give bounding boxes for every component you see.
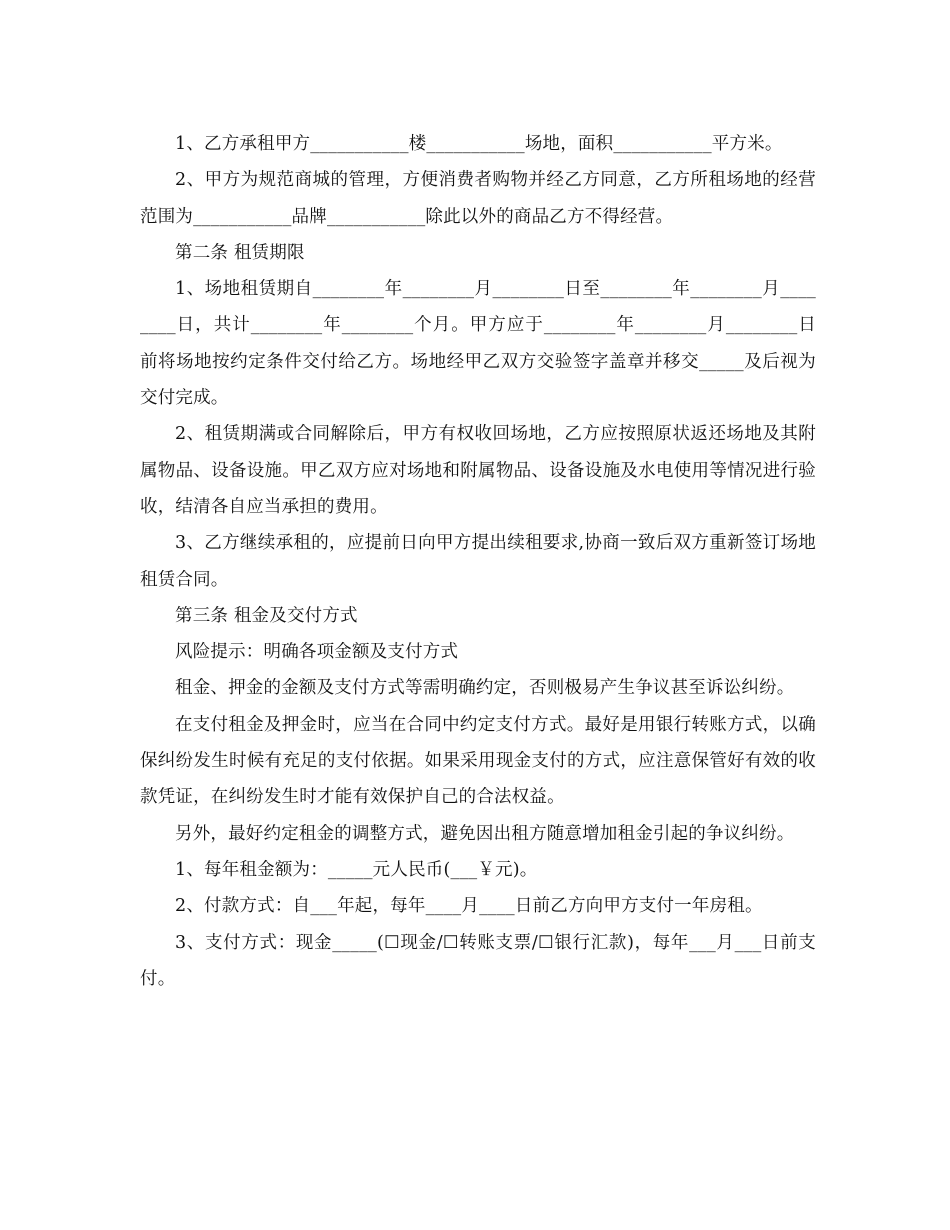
risk-notice: 风险提示：明确各项金额及支付方式 [175,642,459,663]
clause-lease-period: 1、场地租赁期自________年________月________日至________年________月________日，共计________年________个月。甲方应于________年________月________日前将场地按约定条件交付给乙方。场地经甲乙双方交验签字盖章并移交_____及后视为交付完成。 [140,279,816,409]
section-heading-lease-term: 第二条 租赁期限 [175,242,305,263]
clause-annual-rent: 1、每年租金额为：_____元人民币(___￥元)。 [175,859,538,880]
risk-paragraph-payment-method: 在支付租金及押金时，应当在合同中约定支付方式。最好是用银行转账方式，以确保纠纷发生时候有充足的支付依据。如果采用现金支付的方式，应注意保管好有效的收款凭证，在纠纷发生时才能有效保护自己的合法权益。 [140,714,816,808]
section-heading-rent-payment: 第三条 租金及交付方式 [175,605,358,626]
clause-payment-method: 3、支付方式：现金_____(☐现金/☐转账支票/☐银行汇款)，每年___月___日前支付。 [140,932,816,989]
risk-paragraph-adjustment: 另外，最好约定租金的调整方式，避免因出租方随意增加租金引起的争议纠纷。 [175,823,795,844]
clause-payment-schedule: 2、付款方式：自___年起，每年____月____日前乙方向甲方支付一年房租。 [175,896,763,917]
document-body [140,126,816,997]
clause-2-business-scope: 2、甲方为规范商城的管理，方便消费者购物并经乙方同意，乙方所租场地的经营范围为___________品牌___________除此以外的商品乙方不得经营。 [140,170,816,227]
risk-paragraph-amounts: 租金、押金的金额及支付方式等需明确约定，否则极易产生争议甚至诉讼纠纷。 [175,678,795,699]
clause-renewal: 3、乙方继续承租的，应提前日向甲方提出续租要求,协商一致后双方重新签订场地租赁合同。 [140,533,816,590]
clause-1-area: 1、乙方承租甲方___________楼___________场地，面积___________平方米。 [175,134,783,154]
clause-lease-expiry: 2、租赁期满或合同解除后，甲方有权收回场地，乙方应按照原状返还场地及其附属物品、设备设施。甲乙双方应对场地和附属物品、设备设施及水电使用等情况进行验收，结清各自应当承担的费用。 [140,424,816,517]
